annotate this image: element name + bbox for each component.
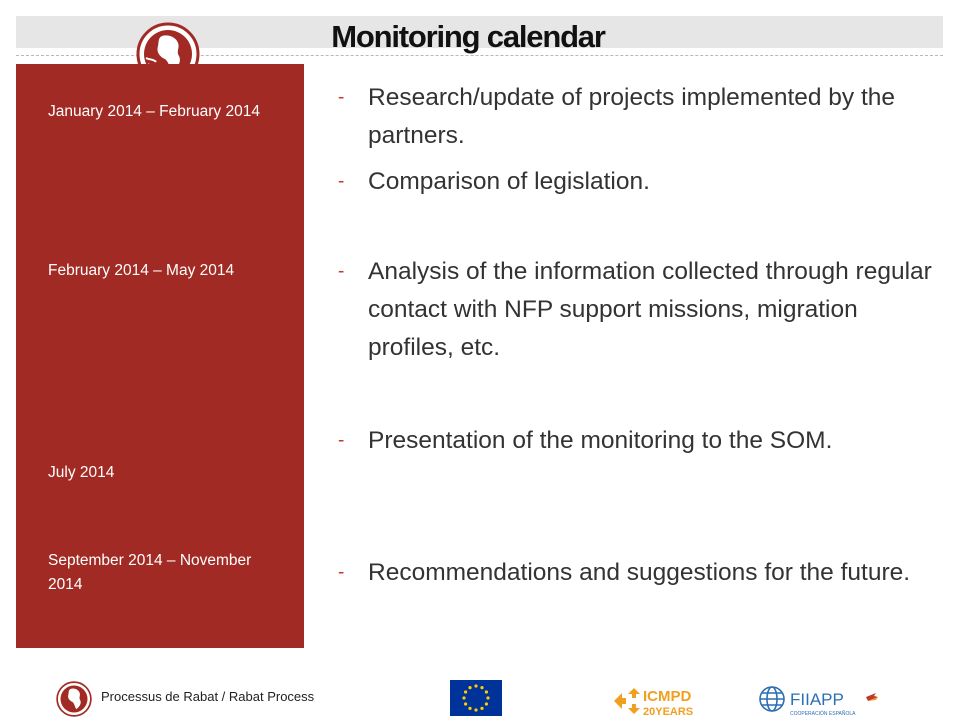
icmpd-mark-icon [614,688,640,714]
bullet-marker: - [338,562,345,583]
bullet-marker: - [338,171,345,192]
period-3: July 2014 [48,464,115,481]
bullet-marker: - [338,87,345,108]
globe-africa-icon [56,681,92,717]
fiiapp-brand: FIIAPP [790,690,844,709]
activity-item [338,554,938,592]
activity-text: Recommendations and suggestions for the future. [368,559,911,586]
fiiapp-tagline: COOPERACIÓN ESPAÑOLA [790,711,856,717]
period-2: February 2014 – May 2014 [48,262,235,279]
icmpd-tagline: 20YEARS [643,706,694,718]
eu-flag-icon [450,680,502,716]
bullet-marker: - [338,430,345,451]
icmpd-brand: ICMPD [643,688,692,705]
activity-text: Research/update of projects implemented by the partners. [368,84,896,149]
period-1: January 2014 – February 2014 [48,103,260,120]
activity-item [338,253,938,367]
globe-icon [760,687,784,711]
bullet-marker: - [338,261,345,282]
activity-text: Presentation of the monitoring to the SOM. [368,427,833,454]
fiiapp-logo [758,684,883,718]
activity-text: Comparison of legislation. [368,168,650,195]
activity-item [338,163,938,201]
slide-title: Monitoring calendar [331,19,605,54]
activity-item [338,422,938,460]
activity-text: Analysis of the information collected through regular contact with NFP support missions, migration profiles, etc. [368,258,932,361]
activity-item [338,79,938,155]
footer-process-name: Processus de Rabat / Rabat Process [101,689,315,704]
period-4: September 2014 – November 2014 [48,552,252,593]
icmpd-logo [612,684,702,718]
